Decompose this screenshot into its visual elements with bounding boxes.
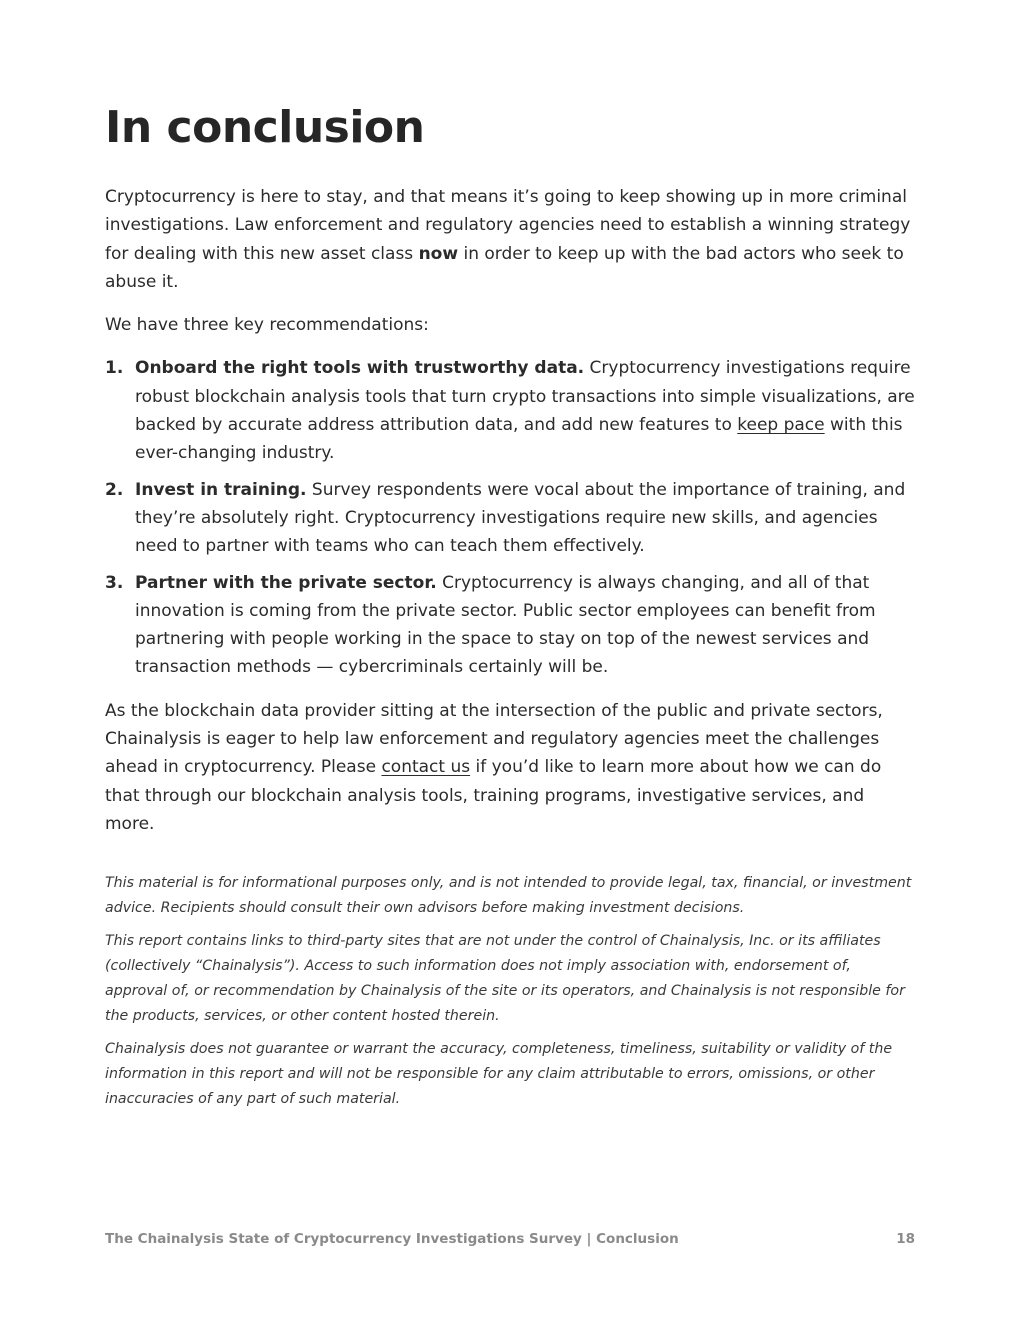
closing-paragraph	[105, 697, 917, 838]
closing-text-1: As the blockchain data provider sitting at the intersection of the public and private sectors, Chainalysis is eager to help law enforcement and regulatory agencies meet the challenges ahead in cryptocurrency. Please	[105, 700, 883, 778]
intro-paragraph	[105, 183, 917, 296]
disclaimer-paragraph: This material is for informational purposes only, and is not intended to provide legal, tax, financial, or investment advice. Recipients should consult their own advisors before making investment decisions.	[105, 875, 912, 916]
list-item-text: Survey respondents were vocal about the importance of training, and they’re absolutely right. Cryptocurrency investigations require new skills, and agencies need to partner with teams who can teach them effectively.	[135, 479, 906, 557]
page-title: In conclusion	[105, 102, 425, 153]
list-item-title: Partner with the private sector.	[135, 572, 437, 593]
intro-text-2: in order to keep up with the bad actors who seek to abuse it.	[105, 243, 904, 292]
list-item-text-end: with this ever-changing industry.	[135, 415, 903, 464]
list-item-number: 1.	[105, 358, 124, 379]
contact-us-link[interactable]: contact us	[381, 757, 471, 778]
keep-pace-link[interactable]: keep pace	[737, 415, 825, 436]
intro-text-1: Cryptocurrency is here to stay, and that means it’s going to keep showing up in more criminal investigations. Law enforcement and regulatory agencies need to establish a winning strategy for dealing with this new asset class	[105, 187, 911, 264]
list-item	[105, 569, 917, 682]
disclaimer-paragraph: This report contains links to third-party sites that are not under the control of Chainalysis, Inc. or its affiliates (collectively “Chainalysis”). Access to such information does not imply association with, endorsement of, approval of, or recommendation by Chainalysis of the site or its operators, and Chainalysis is not responsible for the products, services, or other content hosted therein.	[105, 933, 905, 1024]
list-item-text: Cryptocurrency is always changing, and all of that innovation is coming from the private sector. Public sector employees can benefit from partnering with people working in the space to stay on top of the newest services and transaction methods — cybercriminals certainly will be.	[135, 572, 876, 678]
list-item-number: 2.	[105, 479, 124, 500]
list-item	[105, 476, 917, 561]
closing-text-2: if you’d like to learn more about how we can do that through our blockchain analysis tools, training programs, investigative services, and more.	[105, 757, 882, 834]
disclaimer-section	[105, 871, 917, 1120]
list-item	[105, 354, 917, 467]
main-content	[105, 183, 917, 853]
page-number: 18	[896, 1231, 915, 1247]
recommendations-lead: We have three key recommendations:	[105, 315, 429, 336]
list-item-title: Invest in training.	[135, 479, 307, 500]
list-item-title: Onboard the right tools with trustworthy data.	[135, 358, 585, 379]
list-item-number: 3.	[105, 572, 124, 593]
intro-emphasis: now	[418, 243, 459, 264]
disclaimer-paragraph: Chainalysis does not guarantee or warrant the accuracy, completeness, timeliness, suitability or validity of the information in this report and will not be responsible for any claim attributable to errors, omissions, or other inaccuracies of any part of such material.	[105, 1041, 893, 1107]
list-item-text: Cryptocurrency investigations require robust blockchain analysis tools that turn crypto transactions into simple visualizations, are backed by accurate address attribution data, and add new features to	[135, 358, 915, 436]
recommendations-list	[105, 354, 917, 681]
footer-title: The Chainalysis State of Cryptocurrency Investigations Survey | Conclusion	[105, 1231, 679, 1247]
